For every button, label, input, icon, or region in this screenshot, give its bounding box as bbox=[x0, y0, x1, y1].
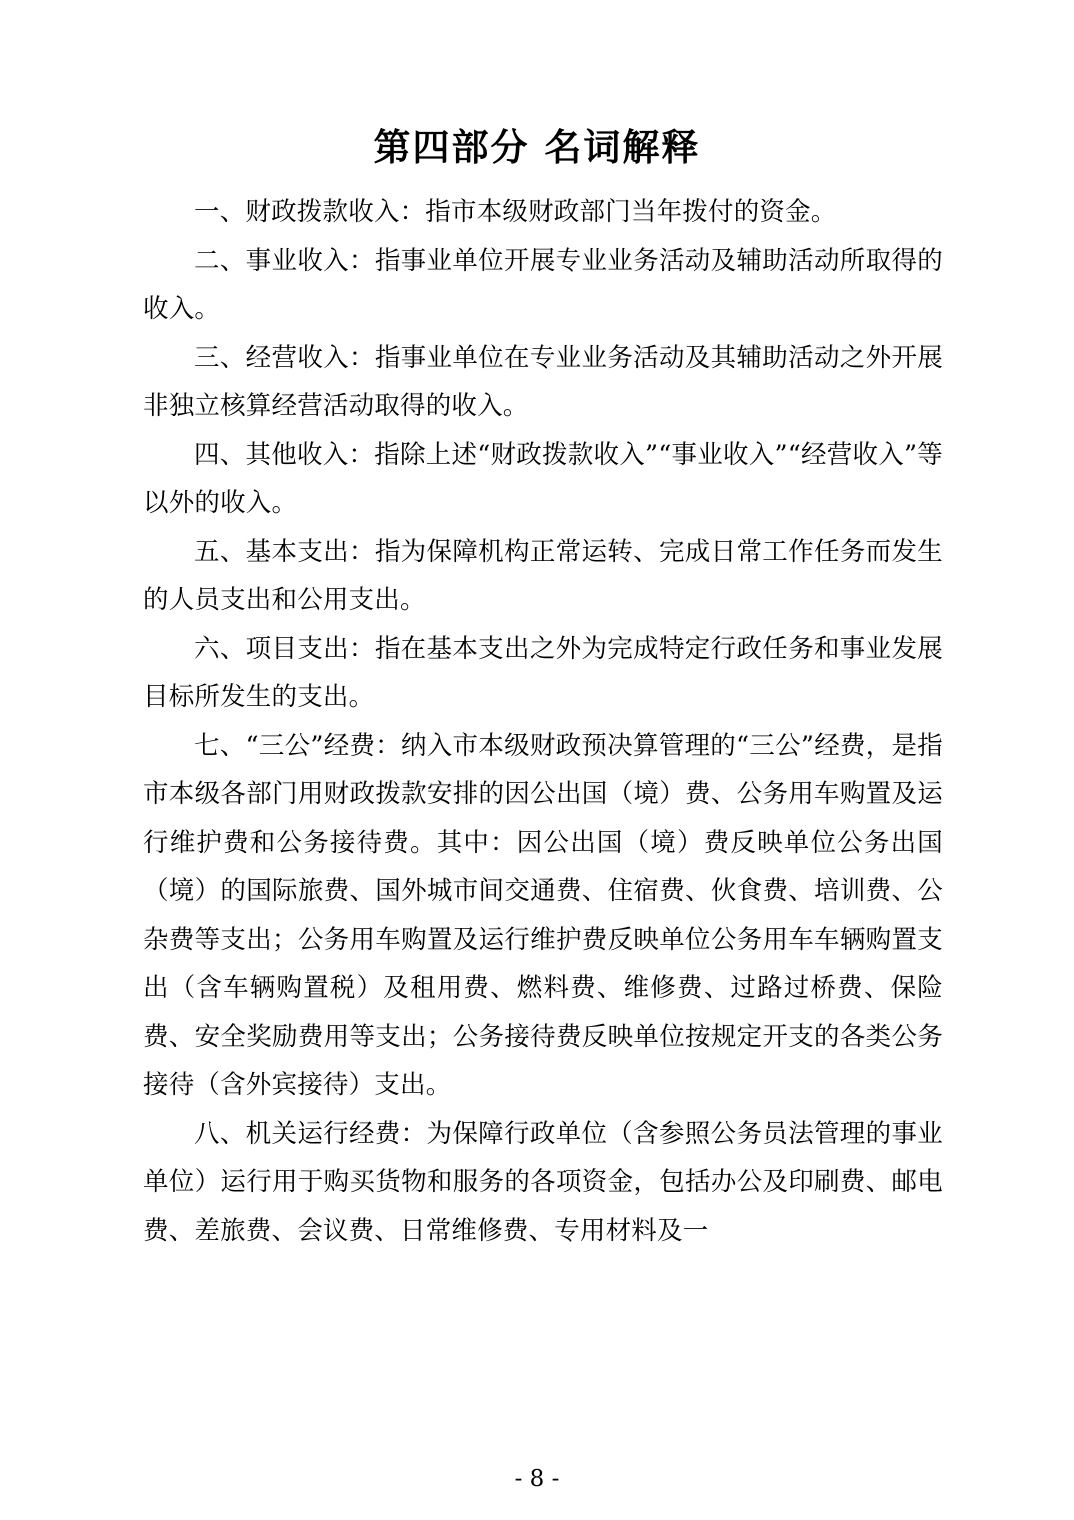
paragraph: 三、经营收入：指事业单位在专业业务活动及其辅助活动之外开展非独立核算经营活动取得的收入。 bbox=[143, 342, 943, 421]
paragraph: 七、“三公”经费：纳入市本级财政预决算管理的“三公”经费，是指市本级各部门用财政拨款安排的因公出国（境）费、公务用车购置及运行维护费和公务接待费。其中：因公出国（境）费反映单位公务出国（境）的国际旅费、国外城市间交通费、住宿费、伙食费、培训费、公杂费等支出；公务用车购置及运行维护费反映单位公务用车车辆购置支出（含车辆购置税）及租用费、燃料费、维修费、过路过桥费、保险费、安全奖励费用等支出；公务接待费反映单位按规定开支的各类公务接待（含外宾接待）支出。 bbox=[143, 730, 943, 1100]
page-title: 第四部分 名词解释 bbox=[373, 124, 701, 169]
paragraph: 六、项目支出：指在基本支出之外为完成特定行政任务和事业发展目标所发生的支出。 bbox=[143, 633, 943, 712]
paragraph: 五、基本支出：指为保障机构正常运转、完成日常工作任务而发生的人员支出和公用支出。 bbox=[143, 536, 943, 615]
paragraph: 四、其他收入：指除上述“财政拨款收入”“事业收入”“经营收入”等以外的收入。 bbox=[143, 439, 943, 518]
page-number: - 8 - bbox=[514, 1466, 560, 1492]
document-body bbox=[143, 188, 943, 1255]
paragraph: 八、机关运行经费：为保障行政单位（含参照公务员法管理的事业单位）运行用于购买货物和服务的各项资金，包括办公及印刷费、邮电费、差旅费、会议费、日常维修费、专用材料及一 bbox=[143, 1118, 943, 1246]
paragraph: 一、财政拨款收入：指市本级财政部门当年拨付的资金。 bbox=[194, 197, 837, 227]
paragraph: 二、事业收入：指事业单位开展专业业务活动及辅助活动所取得的收入。 bbox=[143, 245, 943, 324]
